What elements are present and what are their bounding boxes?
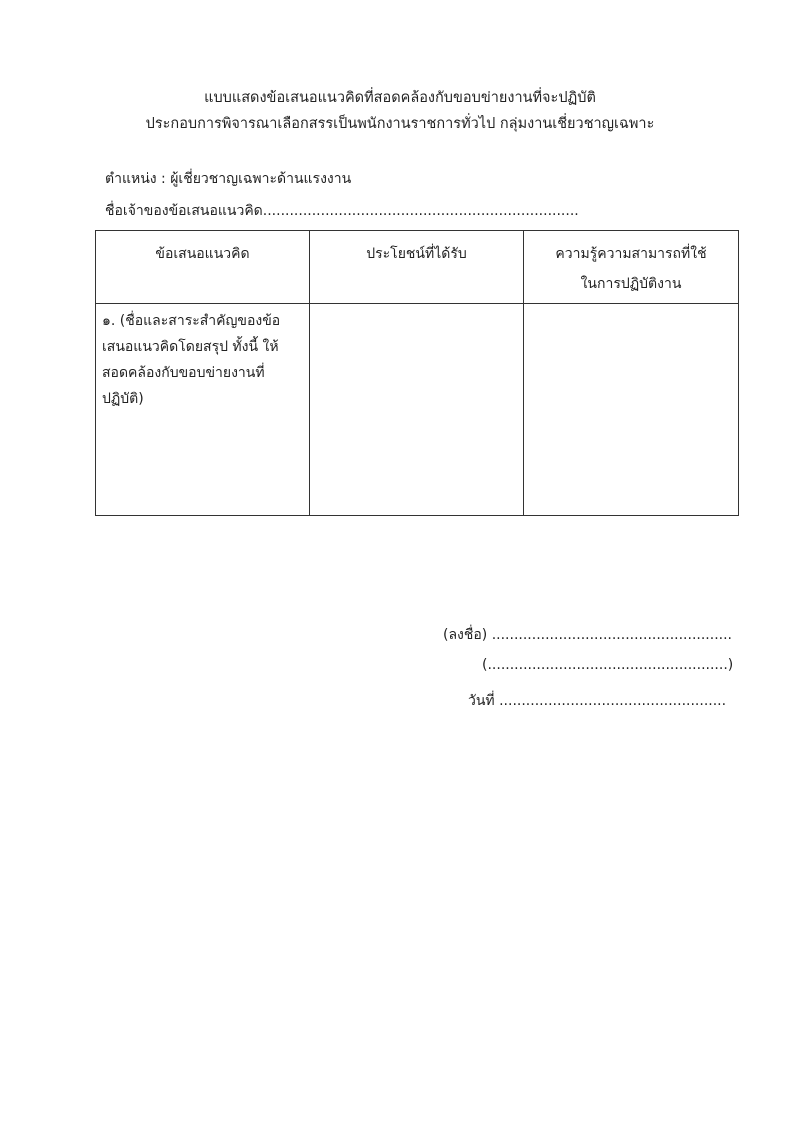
proposal-table	[95, 230, 739, 516]
form-title-line2: ประกอบการพิจารณาเลือกสรรเป็นพนักงานราชการทั่วไป กลุ่มงานเชี่ยวชาญเฉพาะ	[145, 116, 655, 132]
cell-benefit[interactable]	[310, 304, 524, 516]
signature-line: (ลงชื่อ) ......................................................	[443, 627, 733, 643]
printed-name-line: (......................................................)	[482, 657, 734, 673]
position-line: ตำแหน่ง : ผู้เชี่ยวชาญเฉพาะด้านแรงงาน	[105, 171, 352, 187]
header-skills-line1: ความรู้ความสามารถที่ใช้	[555, 246, 707, 262]
header-benefit: ประโยชน์ที่ได้รับ	[310, 231, 524, 304]
header-skills-line2: ในการปฏิบัติงาน	[580, 276, 682, 292]
form-title-line1: แบบแสดงข้อเสนอแนวคิดที่สอดคล้องกับขอบข่ายงานที่จะปฏิบัติ	[204, 90, 596, 106]
header-skills	[524, 231, 739, 304]
date-line: วันที่ ...................................................	[468, 693, 727, 709]
cell-proposal[interactable]: ๑. (ชื่อและสาระสำคัญของข้อเสนอแนวคิดโดยสรุป ทั้งนี้ ให้สอดคล้องกับขอบข่ายงานที่ปฏิบัติ)	[96, 304, 310, 516]
cell-skills[interactable]	[524, 304, 739, 516]
owner-name-line: ชื่อเจ้าของข้อเสนอแนวคิด.......................................................................	[105, 203, 579, 219]
header-proposal: ข้อเสนอแนวคิด	[96, 231, 310, 304]
